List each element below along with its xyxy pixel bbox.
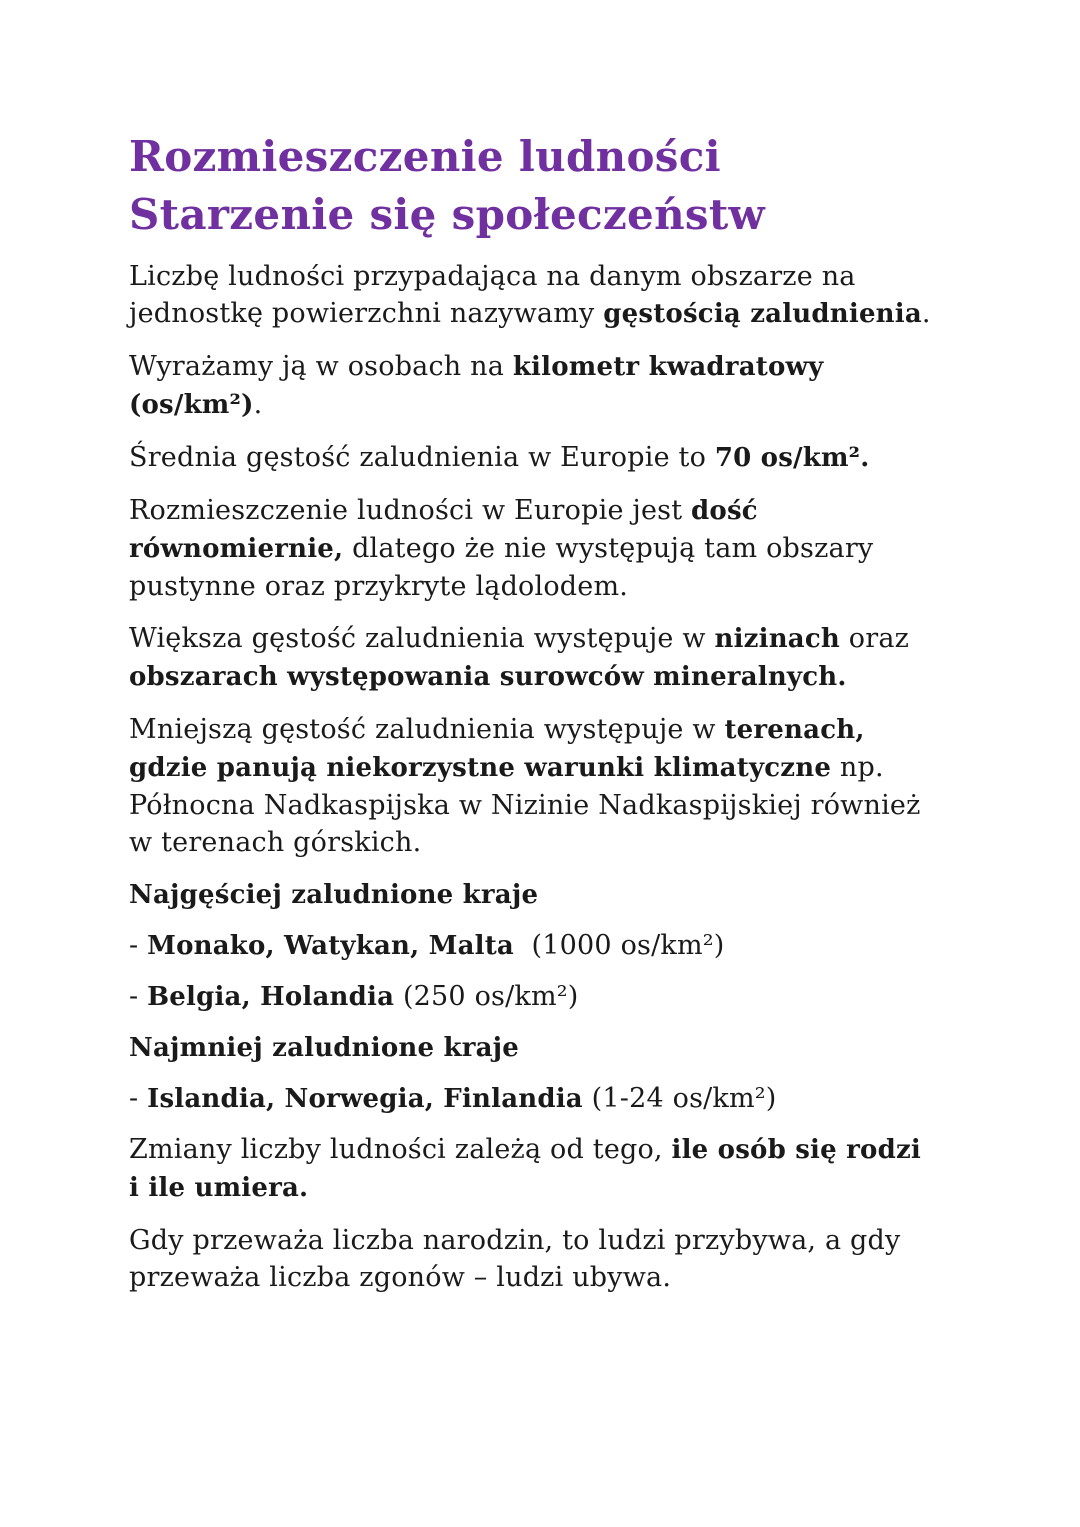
text-line: pustynne oraz przykryte lądolodem. [129,571,629,602]
bold-heading: Najmniej zaludnione kraje [129,1033,520,1063]
text-line: Północna Nadkaspijska w Nizinie Nadkaspijskiej również [129,790,921,821]
paragraph-higher-density [129,620,959,696]
paragraph-density-definition [129,258,959,333]
text-span: dlatego że nie występują tam obszary [343,533,874,564]
text-span: jednostkę powierzchni nazywamy [129,298,604,329]
text-line [129,620,959,658]
list-item [129,978,959,1016]
bold-term: Monako, Watykan, Malta [147,931,514,961]
bold-heading: Najgęściej zaludnione kraje [129,880,539,910]
bold-term: ile osób się rodzi [671,1135,921,1165]
paragraph-distribution [129,492,959,605]
bold-term: (os/km²) [129,390,254,420]
text-line [129,711,959,749]
text-line [129,386,959,424]
text-line [129,658,959,696]
least-dense-heading [129,1029,959,1067]
paragraph-europe-average [129,439,959,477]
list-dash: - [129,930,148,961]
list-dash: - [129,981,148,1012]
density-value: (1-24 os/km²) [582,1083,777,1114]
paragraph-density-unit [129,348,959,424]
bold-term: 70 os/km². [714,443,870,473]
text-line [129,1131,959,1169]
paragraph-population-change [129,1131,959,1207]
bold-term: nizinach [714,624,840,654]
text-line [129,978,959,1016]
bold-term: gdzie panują niekorzystne warunki klimatyczne [129,753,832,783]
text-span: Mniejszą gęstość zaludnienia występuje w [129,714,725,745]
text-line: w terenach górskich. [129,827,422,858]
text-line: Gdy przeważa liczba narodzin, to ludzi przybywa, a gdy [129,1225,901,1256]
title-line-1: Rozmieszczenie ludności [129,132,721,181]
list-dash: - [129,1083,148,1114]
bold-term: terenach, [724,715,865,745]
bold-term: równomiernie, [129,534,344,564]
title-line-2: Starzenie się społeczeństw [129,190,766,239]
most-dense-heading [129,876,959,914]
bold-term: i ile umiera. [129,1173,309,1203]
text-line [129,1169,959,1207]
text-span: Większa gęstość zaludnienia występuje w [129,623,715,654]
list-item [129,927,959,965]
page-title [129,128,959,244]
bold-term: Belgia, Holandia [147,982,395,1012]
text-line [129,530,959,568]
text-span: Rozmieszczenie ludności w Europie jest [129,495,692,526]
bold-term: Islandia, Norwegia, Finlandia [147,1084,583,1114]
text-line: Liczbę ludności przypadająca na danym obszarze na [129,261,856,292]
bold-term: dość [691,496,758,526]
text-span: . [253,389,263,420]
text-line [129,348,959,386]
text-span: . [921,298,931,329]
bold-term: gęstością zaludnienia [603,299,922,329]
text-span: Zmiany liczby ludności zależą od tego, [129,1134,672,1165]
text-span: Średnia gęstość zaludnienia w Europie to [129,442,715,473]
density-value: (250 os/km²) [394,981,579,1012]
text-line [129,295,959,333]
density-value: (1000 os/km²) [513,930,725,961]
text-line [129,749,959,787]
text-span: oraz [840,623,910,654]
text-line [129,492,959,530]
text-span: np. [831,752,884,783]
text-line [129,927,959,965]
paragraph-lower-density [129,711,959,861]
text-span: Wyrażamy ją w osobach na [129,351,513,382]
document-page [129,128,959,1311]
list-item [129,1080,959,1118]
text-line [129,1080,959,1118]
paragraph-births-deaths [129,1222,959,1296]
bold-term: obszarach występowania surowców mineralnych. [129,662,847,692]
bold-term: kilometr kwadratowy [512,352,824,382]
text-line: przeważa liczba zgonów – ludzi ubywa. [129,1262,672,1293]
text-line [129,439,959,477]
